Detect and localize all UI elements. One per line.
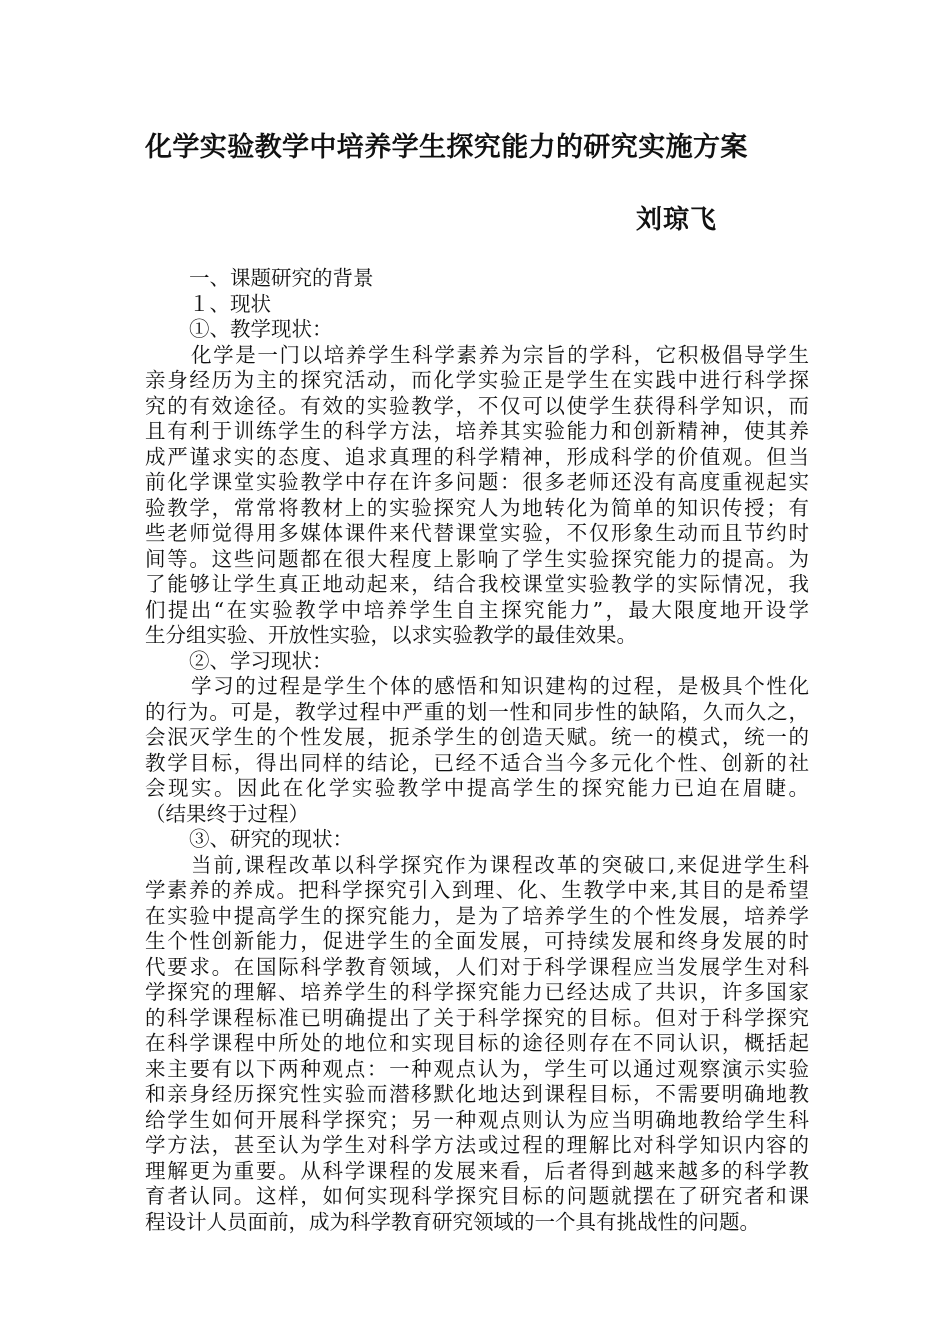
paragraph-line: 理解更为重要。从科学课程的发展来看，后者得到越来越多的科学教 (145, 1158, 809, 1183)
author-name: 刘琼飞 (636, 205, 718, 235)
paragraph-line: 验教学，常常将教材上的实验探究人为地转化为简单的知识传授；有 (145, 495, 809, 520)
paragraph-line: 化学是一门以培养学生科学素养为宗旨的学科，它积极倡导学生 (191, 342, 809, 367)
paragraph-line: 亲身经历为主的探究活动，而化学实验正是学生在实践中进行科学探 (145, 368, 809, 392)
paragraph-line: 生个性创新能力，促进学生的全面发展，可持续发展和终身发展的时 (145, 929, 809, 953)
paragraph-line: 且有利于训练学生的科学方法，培养其实验能力和创新精神，使其养 (145, 419, 809, 443)
paragraph-line: 会泯灭学生的个性发展，扼杀学生的创造天赋。统一的模式，统一的 (145, 725, 809, 749)
paragraph-line: 给学生如何开展科学探究；另一种观点则认为应当明确地教给学生科 (145, 1107, 809, 1132)
document-body (145, 266, 809, 1235)
paragraph-line: 成严谨求实的态度、追求真理的科学精神，形成科学的价值观。但当 (145, 444, 809, 469)
paragraph-line: 来主要有以下两种观点：一种观点认为，学生可以通过观察演示实验 (145, 1056, 809, 1081)
paragraph-line: 学素养的养成。把科学探究引入到理、化、生教学中来,其目的是希望 (145, 878, 809, 902)
section-heading: ①、教学现状： (189, 317, 333, 341)
section-heading: ③、研究的现状： (189, 827, 353, 851)
paragraph-line: （结果终于过程） (145, 801, 309, 826)
document-title: 化学实验教学中培养学生探究能力的研究实施方案 (145, 132, 748, 163)
section-heading: 一、课题研究的背景 (189, 266, 374, 290)
paragraph-line: 学习的过程是学生个体的感悟和知识建构的过程，是极具个性化 (191, 674, 809, 698)
paragraph-line: 育者认同。这样，如何实现科学探究目标的问题就摆在了研究者和课 (145, 1184, 809, 1208)
paragraph-line: 在实验中提高学生的探究能力，是为了培养学生的个性发展，培养学 (145, 903, 809, 928)
paragraph-line: 的行为。可是，教学过程中严重的划一性和同步性的缺陷，久而久之， (145, 699, 809, 724)
paragraph-line: 们提出“在实验教学中培养学生自主探究能力”，最大限度地开设学 (145, 597, 809, 622)
paragraph-line: 在科学课程中所处的地位和实现目标的途径则存在不同认识，概括起 (145, 1031, 809, 1055)
paragraph-line: 的科学课程标准已明确提出了关于科学探究的目标。但对于科学探究 (145, 1005, 809, 1030)
paragraph-line: 间等。这些问题都在很大程度上影响了学生实验探究能力的提高。为 (145, 546, 809, 571)
paragraph-line: 学方法，甚至认为学生对科学方法或过程的理解比对科学知识内容的 (145, 1133, 809, 1157)
paragraph-line: 当前,课程改革以科学探究作为课程改革的突破口,来促进学生科 (191, 852, 809, 877)
section-heading: １、现状 (189, 291, 271, 316)
section-heading: ②、学习现状： (189, 648, 333, 673)
paragraph-line: 生分组实验、开放性实验，以求实验教学的最佳效果。 (145, 623, 637, 647)
paragraph-line: 前化学课堂实验教学中存在许多问题：很多老师还没有高度重视起实 (145, 470, 809, 494)
paragraph-line: 究的有效途径。有效的实验教学，不仅可以使学生获得科学知识，而 (145, 393, 809, 418)
paragraph-line: 会现实。因此在化学实验教学中提高学生的探究能力已迫在眉睫。 (145, 776, 809, 800)
paragraph-line: 和亲身经历探究性实验而潜移默化地达到课程目标，不需要明确地教 (145, 1082, 809, 1106)
paragraph-line: 了能够让学生真正地动起来，结合我校课堂实验教学的实际情况，我 (145, 572, 809, 596)
paragraph-line: 程设计人员面前，成为科学教育研究领域的一个具有挑战性的问题。 (145, 1209, 760, 1234)
paragraph-line: 教学目标，得出同样的结论，已经不适合当今多元化个性、创新的社 (145, 750, 809, 775)
paragraph-line: 学探究的理解、培养学生的科学探究能力已经达成了共识，许多国家 (145, 980, 809, 1004)
paragraph-line: 代要求。在国际科学教育领域，人们对于科学课程应当发展学生对科 (145, 954, 809, 979)
paragraph-line: 些老师觉得用多媒体课件来代替课堂实验，不仅形象生动而且节约时 (145, 521, 809, 545)
